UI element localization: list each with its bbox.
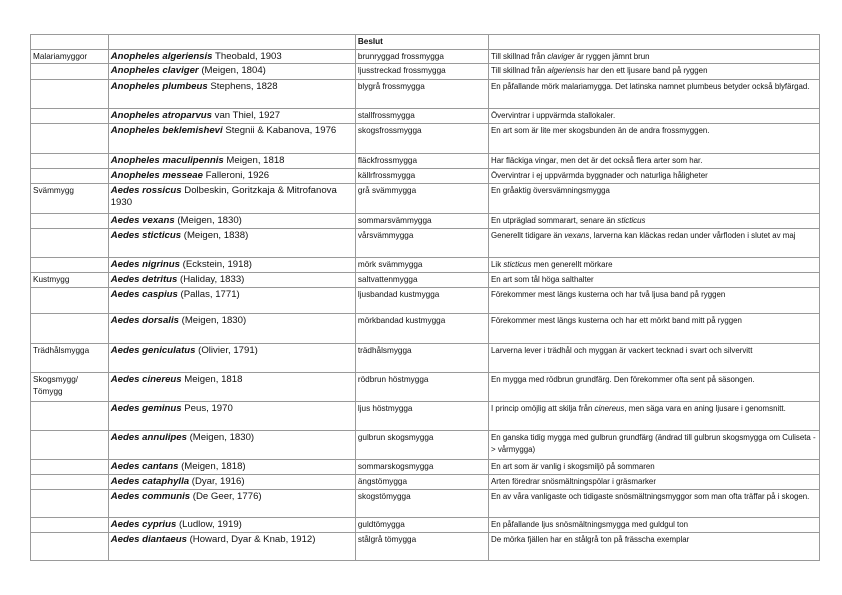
header-swedish-name: Beslut — [355, 35, 488, 50]
description-text: En art som tål höga salthalter — [491, 275, 594, 285]
species-cell — [108, 80, 355, 109]
author-citation: Meigen, 1818 — [181, 374, 243, 386]
author-citation: Theobald, 1903 — [212, 50, 282, 62]
description-text: , men säga vara en aning ljusare i genomsnitt. — [624, 404, 786, 414]
description-cell — [489, 154, 820, 169]
scientific-name: Aedes rossicus — [110, 185, 182, 197]
scientific-name: Aedes diantaeus — [110, 534, 187, 546]
description-text: Övervintrar i ej uppvärmda byggnader och naturliga håligheter — [491, 171, 708, 181]
author-citation: (Meigen, 1818) — [178, 461, 246, 473]
scientific-name: Anopheles claviger — [110, 65, 199, 77]
species-cell — [108, 273, 355, 288]
table-row — [31, 460, 820, 475]
table-row — [31, 314, 820, 344]
species-cell — [108, 460, 355, 475]
description-cell — [489, 109, 820, 124]
scientific-name: Aedes detritus — [110, 274, 178, 286]
scientific-name: Anopheles beklemishevi — [110, 125, 223, 137]
italic-species-ref: cinereus — [594, 404, 625, 414]
swedish-name-cell: sommarsvämmygga — [355, 214, 488, 229]
swedish-name-cell: sommarskogsmygga — [355, 460, 488, 475]
swedish-name-cell: saltvattenmygga — [355, 273, 488, 288]
header-group — [31, 35, 109, 50]
author-citation: (Meigen, 1830) — [186, 432, 255, 444]
description-cell — [489, 314, 820, 344]
swedish-name-cell: ljusbandad kustmygga — [355, 288, 488, 314]
description-cell — [489, 373, 820, 402]
author-citation: (Haliday, 1833) — [177, 274, 245, 286]
species-cell — [108, 214, 355, 229]
header-description — [489, 35, 820, 50]
description-text: En av våra vanligaste och tidigaste snösmältningsmyggor som man ofta träffar på i skogen. — [491, 492, 810, 502]
group-cell: Malariamyggor — [31, 49, 109, 64]
description-text: En mygga med rödbrun grundfärg. Den förekommer ofta sent på säsongen. — [491, 375, 755, 385]
swedish-name-cell: ljusstreckad frossmygga — [355, 64, 488, 80]
swedish-name-cell: stallfrossmygga — [355, 109, 488, 124]
swedish-name-cell: mörkbandad kustmygga — [355, 314, 488, 344]
group-cell — [31, 258, 109, 273]
description-cell — [489, 273, 820, 288]
swedish-name-cell: ängstömygga — [355, 475, 488, 490]
italic-species-ref: vexans — [564, 231, 590, 241]
scientific-name: Aedes cantans — [110, 461, 179, 473]
swedish-name-cell: mörk svämmygga — [355, 258, 488, 273]
table-row — [31, 533, 820, 561]
description-text: Till skillnad från — [491, 66, 548, 76]
species-cell — [108, 229, 355, 258]
description-text: Arten föredrar snösmältningspölar i gräsmarker — [491, 477, 656, 487]
swedish-name-cell: skogstömygga — [355, 490, 488, 518]
description-cell — [489, 64, 820, 80]
species-cell — [108, 49, 355, 64]
author-citation: (Dyar, 1916) — [189, 476, 245, 488]
scientific-name: Aedes geminus — [110, 403, 182, 415]
group-cell: Trädhålsmygga — [31, 344, 109, 373]
table-row — [31, 214, 820, 229]
swedish-name-cell: blygrå frossmygga — [355, 80, 488, 109]
author-citation: (Olivier, 1791) — [195, 345, 258, 357]
species-cell — [108, 314, 355, 344]
scientific-name: Aedes annulipes — [110, 432, 187, 444]
table-row — [31, 475, 820, 490]
species-cell — [108, 109, 355, 124]
scientific-name: Aedes nigrinus — [110, 259, 180, 271]
scientific-name: Aedes sticticus — [110, 230, 182, 242]
table-row — [31, 288, 820, 314]
table-row — [31, 109, 820, 124]
description-text: Generellt tidigare än — [491, 231, 565, 241]
swedish-name-cell: guldtömygga — [355, 518, 488, 533]
table-row — [31, 124, 820, 154]
table-row — [31, 490, 820, 518]
description-text: En gråaktig översvämningsmygga — [491, 186, 610, 196]
species-cell — [108, 533, 355, 561]
scientific-name: Anopheles maculipennis — [110, 155, 224, 167]
group-cell — [31, 475, 109, 490]
description-text: De mörka fjällen har en stålgrå ton på frässcha exemplar — [491, 535, 690, 545]
swedish-name-cell: källrfrossmygga — [355, 169, 488, 184]
table-row — [31, 154, 820, 169]
species-cell — [108, 431, 355, 460]
description-cell — [489, 184, 820, 214]
description-cell — [489, 475, 820, 490]
scientific-name: Anopheles algeriensis — [110, 50, 213, 62]
description-text: Förekommer mest längs kusterna och har ett mörkt band mitt på ryggen — [491, 316, 742, 326]
scientific-name: Anopheles atroparvus — [110, 110, 212, 122]
italic-species-ref: sticticus — [503, 260, 532, 270]
group-cell — [31, 169, 109, 184]
description-cell — [489, 49, 820, 64]
group-cell — [31, 154, 109, 169]
description-cell — [489, 288, 820, 314]
table-row — [31, 431, 820, 460]
scientific-name: Aedes dorsalis — [110, 315, 179, 327]
italic-species-ref: sticticus — [617, 216, 646, 226]
description-cell — [489, 229, 820, 258]
species-cell — [108, 518, 355, 533]
description-cell — [489, 490, 820, 518]
description-cell — [489, 402, 820, 431]
description-text: men generellt mörkare — [531, 260, 613, 270]
group-cell — [31, 402, 109, 431]
swedish-name-cell: brunryggad frossmygga — [355, 49, 488, 64]
group-cell — [31, 533, 109, 561]
scientific-name: Aedes vexans — [110, 215, 175, 227]
description-cell — [489, 518, 820, 533]
description-text: har den ett ljusare band på ryggen — [585, 66, 708, 76]
table-row — [31, 402, 820, 431]
swedish-name-cell: vårsvämmygga — [355, 229, 488, 258]
group-cell — [31, 490, 109, 518]
group-cell — [31, 109, 109, 124]
description-text: En utpräglad sommarart, senare än — [491, 216, 618, 226]
author-citation: (Pallas, 1771) — [177, 289, 240, 301]
author-citation: (Howard, Dyar & Knab, 1912) — [186, 534, 316, 546]
group-cell — [31, 80, 109, 109]
description-text: En art som är vanlig i skogsmiljö på sommaren — [491, 462, 655, 472]
swedish-name-cell: fläckfrossmygga — [355, 154, 488, 169]
species-cell — [108, 490, 355, 518]
description-cell — [489, 80, 820, 109]
author-citation: Dolbeskin, Goritzkaja & Mitrofanova 1930 — [110, 185, 337, 208]
author-citation: (Meigen, 1838) — [181, 230, 249, 242]
species-cell — [108, 475, 355, 490]
author-citation: (Meigen, 1830) — [178, 315, 247, 327]
swedish-name-cell: grå svämmygga — [355, 184, 488, 214]
species-cell — [108, 258, 355, 273]
species-cell — [108, 288, 355, 314]
author-citation: Meigen, 1818 — [223, 155, 285, 167]
scientific-name: Anopheles plumbeus — [110, 81, 208, 93]
table-row — [31, 184, 820, 214]
table-row — [31, 49, 820, 64]
description-text: Lik — [491, 260, 504, 270]
swedish-name-cell: rödbrun höstmygga — [355, 373, 488, 402]
species-cell — [108, 402, 355, 431]
description-text: Förekommer mest längs kusterna och har två ljusa band på ryggen — [491, 290, 726, 300]
author-citation: (Meigen, 1830) — [174, 215, 242, 227]
group-cell — [31, 229, 109, 258]
species-cell — [108, 64, 355, 80]
author-citation: (Ludlow, 1919) — [176, 519, 242, 531]
species-table — [30, 34, 820, 561]
author-citation: Stephens, 1828 — [207, 81, 278, 93]
table-row — [31, 373, 820, 402]
group-cell — [31, 288, 109, 314]
table-row — [31, 258, 820, 273]
author-citation: (Eckstein, 1918) — [180, 259, 252, 271]
author-citation: Falleroni, 1926 — [202, 170, 270, 182]
description-cell — [489, 533, 820, 561]
italic-species-ref: claviger — [547, 51, 575, 61]
table-row — [31, 273, 820, 288]
description-text: I princip omöjlig att skilja från — [491, 404, 595, 414]
italic-species-ref: algeriensis — [547, 66, 586, 76]
author-citation: Stegnii & Kabanova, 1976 — [222, 125, 337, 137]
description-cell — [489, 431, 820, 460]
table-row — [31, 80, 820, 109]
swedish-name-cell: skogsfrossmygga — [355, 124, 488, 154]
group-cell: Kustmygg — [31, 273, 109, 288]
description-text: En art som är lite mer skogsbunden än de andra frossmyggen. — [491, 126, 710, 136]
description-text: En ganska tidig mygga med gulbrun grundfärg (ändrad till gulbrun skogsmygga om Culiseta -> vårmygga) — [491, 433, 816, 454]
scientific-name: Aedes caspius — [110, 289, 178, 301]
description-text: Övervintrar i uppvärmda stallokaler. — [491, 111, 616, 121]
description-text: Larverna lever i trädhål och myggan är vackert tecknad i svart och silvervitt — [491, 346, 753, 356]
description-text: Har fläckiga vingar, men det är det också flera arter som har. — [491, 156, 703, 166]
group-cell — [31, 431, 109, 460]
description-text: En påfallande mörk malariamygga. Det latinska namnet plumbeus betyder också blyfärgad. — [491, 82, 810, 92]
swedish-name-cell: stålgrå tömygga — [355, 533, 488, 561]
species-cell — [108, 344, 355, 373]
swedish-name-cell: trädhålsmygga — [355, 344, 488, 373]
table-row — [31, 169, 820, 184]
description-cell — [489, 214, 820, 229]
species-cell — [108, 124, 355, 154]
group-cell — [31, 460, 109, 475]
header-row — [31, 35, 820, 50]
scientific-name: Aedes cinereus — [110, 374, 182, 386]
table-row — [31, 518, 820, 533]
description-cell — [489, 169, 820, 184]
group-cell — [31, 518, 109, 533]
scientific-name: Anopheles messeae — [110, 170, 203, 182]
table-row — [31, 64, 820, 80]
group-cell: Svämmygg — [31, 184, 109, 214]
description-cell — [489, 460, 820, 475]
author-citation: (Meigen, 1804) — [198, 65, 266, 77]
group-cell — [31, 314, 109, 344]
species-cell — [108, 184, 355, 214]
species-cell — [108, 154, 355, 169]
description-cell — [489, 344, 820, 373]
group-cell — [31, 214, 109, 229]
scientific-name: Aedes communis — [110, 491, 191, 503]
description-cell — [489, 124, 820, 154]
species-cell — [108, 373, 355, 402]
swedish-name-cell: gulbrun skogsmygga — [355, 431, 488, 460]
description-text: Till skillnad från — [491, 51, 548, 61]
group-cell — [31, 124, 109, 154]
author-citation: Peus, 1970 — [181, 403, 233, 415]
swedish-name-cell: ljus höstmygga — [355, 402, 488, 431]
scientific-name: Aedes geniculatus — [110, 345, 196, 357]
author-citation: (De Geer, 1776) — [190, 491, 262, 503]
table-row — [31, 229, 820, 258]
scientific-name: Aedes cataphylla — [110, 476, 190, 488]
description-text: , larverna kan kläckas redan under vårfloden i slutet av maj — [589, 231, 796, 241]
scientific-name: Aedes cyprius — [110, 519, 177, 531]
group-cell — [31, 64, 109, 80]
description-cell — [489, 258, 820, 273]
author-citation: van Thiel, 1927 — [211, 110, 281, 122]
description-text: är ryggen jämnt brun — [574, 51, 650, 61]
group-cell: Skogsmygg/ Tömygg — [31, 373, 109, 402]
table-row — [31, 344, 820, 373]
header-species — [108, 35, 355, 50]
description-text: En påfallande ljus snösmältningsmygga med guldgul ton — [491, 520, 688, 530]
species-cell — [108, 169, 355, 184]
